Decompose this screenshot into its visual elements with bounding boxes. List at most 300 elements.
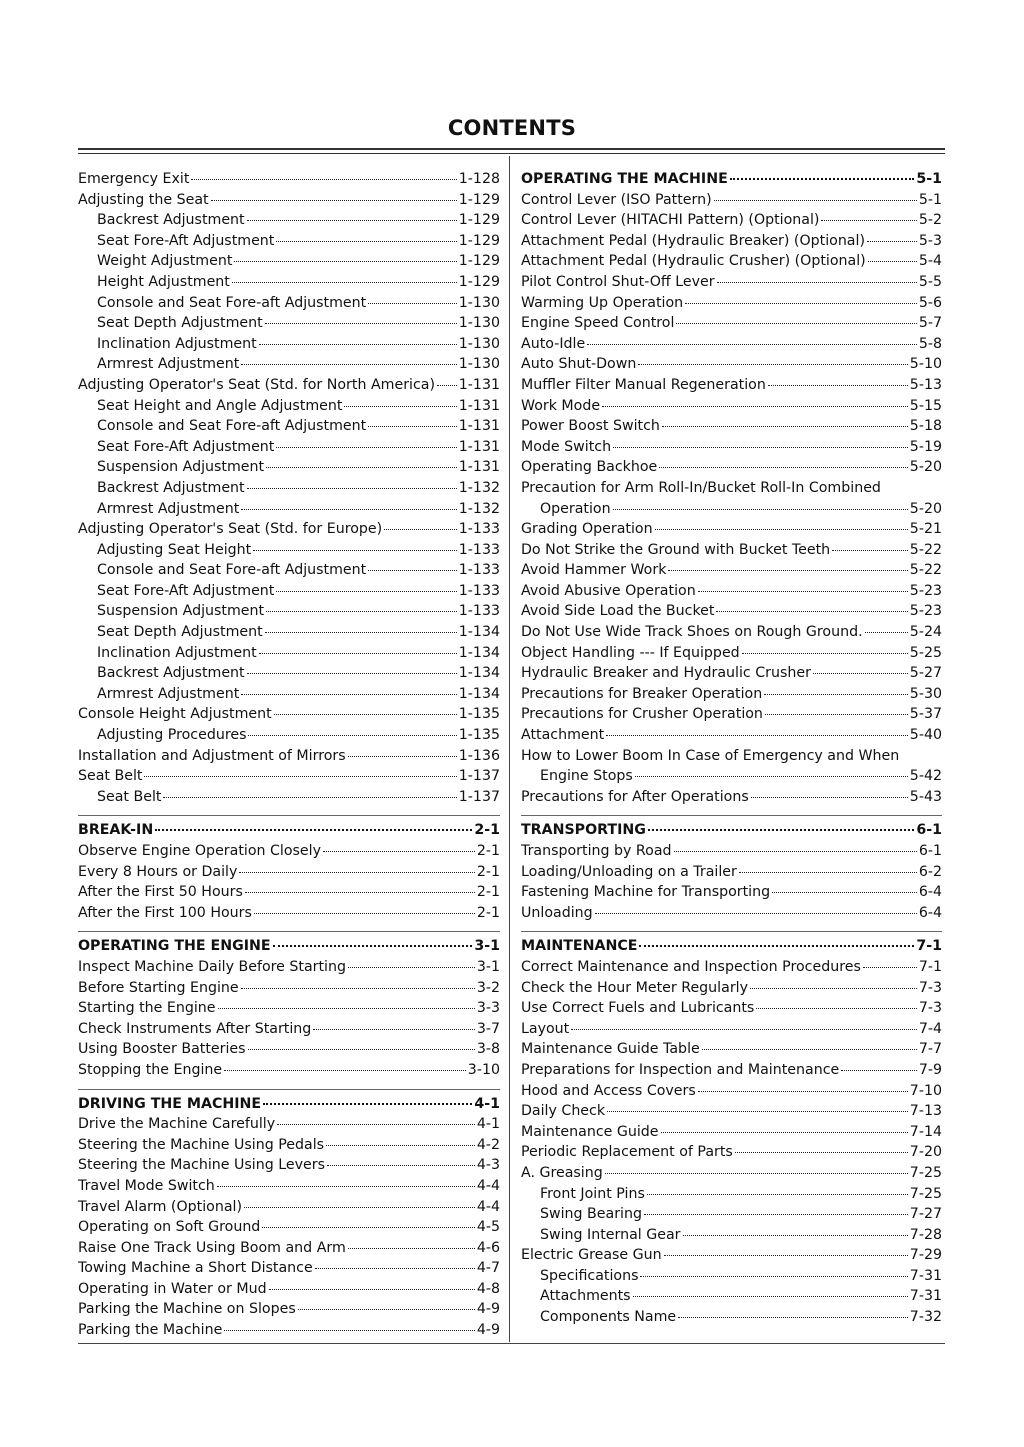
toc-page-number: 2-1 [476, 863, 500, 880]
toc-entry[interactable] [78, 190, 500, 211]
dot-leader [218, 1008, 475, 1009]
toc-entry-title: Daily Check [521, 1103, 606, 1120]
toc-subentry[interactable] [78, 210, 500, 231]
toc-page-number: 1-135 [458, 706, 500, 723]
toc-entry[interactable] [521, 998, 942, 1019]
dot-leader [266, 467, 457, 468]
dot-leader [821, 220, 916, 221]
toc-entry-title: Every 8 Hours or Daily [78, 863, 238, 880]
toc-subentry[interactable] [521, 1266, 942, 1287]
toc-entry[interactable] [521, 1019, 942, 1040]
toc-entry[interactable] [78, 1060, 500, 1081]
toc-entry[interactable] [521, 293, 942, 314]
toc-page-number: 4-3 [476, 1157, 500, 1174]
toc-entry-title: Backrest Adjustment [97, 479, 245, 496]
toc-entry[interactable] [521, 978, 942, 999]
toc-entry[interactable] [78, 1238, 500, 1259]
toc-page-number: 5-10 [909, 356, 942, 373]
dot-leader [613, 447, 908, 448]
toc-subentry[interactable] [521, 1184, 942, 1205]
toc-subentry[interactable] [78, 663, 500, 684]
toc-page-number: 7-10 [909, 1082, 942, 1099]
toc-entry[interactable] [521, 396, 942, 417]
toc-page-number: 1-131 [458, 376, 500, 393]
toc-entry-title: Maintenance Guide [521, 1123, 659, 1140]
toc-page-number: 1-129 [458, 191, 500, 208]
dot-leader [698, 1091, 908, 1092]
toc-entry-line: Precaution for Arm Roll-In/Bucket Roll-In Combined [521, 479, 881, 496]
dot-leader [259, 653, 457, 654]
dot-leader [276, 241, 456, 242]
toc-subentry[interactable] [78, 478, 500, 499]
toc-entry[interactable] [78, 978, 500, 999]
dot-leader [384, 529, 457, 530]
toc-subentry[interactable] [78, 601, 500, 622]
toc-page-number: 5-20 [909, 500, 942, 517]
toc-entry[interactable] [78, 1320, 500, 1341]
toc-page-number: 1-129 [458, 232, 500, 249]
toc-entry[interactable] [521, 1245, 942, 1266]
toc-page-number: 5-37 [909, 706, 942, 723]
toc-page-number: 5-6 [918, 294, 942, 311]
toc-entry-title: Do Not Use Wide Track Shoes on Rough Ground. [521, 624, 863, 641]
toc-entry-title: Grading Operation [521, 521, 653, 538]
toc-subentry[interactable] [521, 766, 942, 787]
toc-entry[interactable] [78, 1258, 500, 1279]
bottom-rule [78, 1343, 945, 1344]
toc-entry[interactable] [521, 725, 942, 746]
toc-entry-title: Front Joint Pins [540, 1185, 645, 1202]
toc-page-number: 3-8 [476, 1041, 500, 1058]
section-divider [78, 1089, 500, 1090]
toc-entry[interactable] [521, 684, 942, 705]
toc-entry[interactable] [78, 1155, 500, 1176]
toc-page-number: 7-1 [918, 958, 942, 975]
toc-page-number: 7-4 [918, 1020, 942, 1037]
dot-leader [191, 179, 456, 180]
toc-subentry[interactable] [78, 581, 500, 602]
toc-entry-title: Power Boost Switch [521, 418, 660, 435]
toc-entry[interactable] [78, 375, 500, 396]
dot-leader [702, 1049, 917, 1050]
dot-leader [764, 694, 908, 695]
toc-entry[interactable] [78, 1114, 500, 1135]
toc-subentry[interactable] [78, 457, 500, 478]
toc-subentry[interactable] [78, 437, 500, 458]
toc-entry[interactable] [521, 622, 942, 643]
toc-entry[interactable] [521, 272, 942, 293]
toc-entry[interactable] [78, 862, 500, 883]
toc-page-number: 1-130 [458, 356, 500, 373]
toc-page-number: 1-131 [458, 459, 500, 476]
toc-entry[interactable] [521, 787, 942, 808]
toc-entry[interactable] [78, 882, 500, 903]
toc-entry[interactable] [521, 313, 942, 334]
dot-leader [613, 509, 908, 510]
dot-leader [348, 967, 475, 968]
dot-leader [639, 945, 914, 947]
toc-entry-title: Mode Switch [521, 438, 612, 455]
toc-entry-title: Starting the Engine [78, 1000, 216, 1017]
toc-entry[interactable] [78, 841, 500, 862]
toc-entry-title: Hood and Access Covers [521, 1082, 696, 1099]
dot-leader [716, 611, 907, 612]
toc-page-number: 4-9 [476, 1322, 500, 1339]
toc-entry-title: Adjusting Seat Height [97, 541, 252, 558]
toc-section-heading[interactable] [78, 936, 500, 957]
toc-subentry[interactable] [521, 1204, 942, 1225]
toc-entry-title: Console and Seat Fore-aft Adjustment [97, 294, 367, 311]
toc-page-number: 6-1 [916, 822, 942, 839]
dot-leader [248, 735, 456, 736]
toc-entry[interactable] [521, 1060, 942, 1081]
dot-leader [661, 1132, 908, 1133]
toc-entry[interactable] [78, 957, 500, 978]
toc-entry[interactable] [78, 1039, 500, 1060]
dot-leader [683, 1235, 908, 1236]
toc-page-number: 5-43 [909, 788, 942, 805]
dot-leader [239, 872, 474, 873]
toc-entry-title: Operating in Water or Mud [78, 1280, 267, 1297]
dot-leader [217, 1186, 475, 1187]
toc-section-heading[interactable] [78, 820, 500, 841]
dot-leader [664, 1255, 908, 1256]
toc-page-number: 5-23 [909, 603, 942, 620]
toc-entry[interactable] [521, 437, 942, 458]
toc-subentry[interactable] [521, 1286, 942, 1307]
toc-page-number: 5-21 [909, 521, 942, 538]
toc-page-number: 4-7 [476, 1260, 500, 1277]
toc-page-number: 2-1 [476, 884, 500, 901]
toc-page-number: 4-6 [476, 1239, 500, 1256]
toc-entry[interactable] [521, 601, 942, 622]
toc-entry[interactable] [78, 1299, 500, 1320]
toc-subentry[interactable] [78, 725, 500, 746]
dot-leader [241, 364, 456, 365]
toc-entry-title: Armrest Adjustment [97, 685, 240, 702]
toc-section-heading[interactable] [521, 820, 942, 841]
toc-entry[interactable] [521, 957, 942, 978]
toc-entry[interactable] [78, 1135, 500, 1156]
toc-entry-title: A. Greasing [521, 1164, 603, 1181]
toc-page-number: 4-9 [476, 1301, 500, 1318]
toc-page-number: 7-1 [916, 938, 942, 955]
toc-page-number: 1-129 [458, 273, 500, 290]
toc-page-number: 7-25 [909, 1164, 942, 1181]
dot-leader [832, 550, 908, 551]
toc-subentry[interactable] [78, 293, 500, 314]
toc-entry[interactable] [521, 1101, 942, 1122]
toc-subentry[interactable] [78, 272, 500, 293]
toc-entry-title: Height Adjustment [97, 273, 230, 290]
toc-page-number: 7-27 [909, 1206, 942, 1223]
dot-leader [269, 1289, 475, 1290]
toc-entry-title: Correct Maintenance and Inspection Procedures [521, 958, 861, 975]
toc-entry[interactable] [78, 519, 500, 540]
toc-entry[interactable] [78, 704, 500, 725]
toc-subentry[interactable] [78, 787, 500, 808]
toc-entry-title: Inclination Adjustment [97, 644, 257, 661]
dot-leader [241, 509, 456, 510]
toc-entry-title: Precautions for Breaker Operation [521, 685, 763, 702]
toc-page-number: 3-10 [467, 1061, 500, 1078]
dot-leader [602, 406, 908, 407]
dot-leader [265, 323, 457, 324]
toc-page-number: 5-2 [918, 212, 942, 229]
toc-entry[interactable] [78, 1279, 500, 1300]
dot-leader [714, 200, 917, 201]
dot-leader [717, 282, 917, 283]
toc-entry-title: Installation and Adjustment of Mirrors [78, 747, 346, 764]
toc-entry-title: Console and Seat Fore-aft Adjustment [97, 418, 367, 435]
toc-entry-title: Armrest Adjustment [97, 356, 240, 373]
toc-subentry[interactable] [521, 499, 942, 520]
dot-leader [739, 872, 917, 873]
toc-entry[interactable] [521, 560, 942, 581]
toc-entry[interactable] [78, 1019, 500, 1040]
dot-leader [659, 467, 908, 468]
toc-entry[interactable] [521, 862, 942, 883]
toc-subentry[interactable] [78, 499, 500, 520]
toc-entry-title: Control Lever (ISO Pattern) [521, 191, 712, 208]
toc-page-number: 7-14 [909, 1123, 942, 1140]
toc-subentry[interactable] [78, 396, 500, 417]
toc-page-number: 5-20 [909, 459, 942, 476]
toc-page-number: 1-131 [458, 418, 500, 435]
toc-entry[interactable] [521, 663, 942, 684]
toc-page-number: 7-25 [909, 1185, 942, 1202]
toc-subentry[interactable] [78, 313, 500, 334]
dot-leader [678, 1317, 908, 1318]
dot-leader [263, 1103, 472, 1105]
toc-entry-title: Layout [521, 1020, 570, 1037]
toc-page-number: 5-4 [918, 253, 942, 270]
toc-subentry[interactable] [78, 622, 500, 643]
title-rule-thin [78, 153, 945, 154]
dot-leader [640, 1276, 907, 1277]
section-divider [521, 815, 942, 816]
toc-entry[interactable] [521, 704, 942, 725]
toc-entry[interactable] [521, 1163, 942, 1184]
page-title: CONTENTS [447, 116, 577, 140]
toc-entry[interactable] [78, 1217, 500, 1238]
dot-leader [571, 1029, 917, 1030]
toc-entry[interactable] [521, 540, 942, 561]
dot-leader [674, 851, 917, 852]
toc-entry-title: Components Name [540, 1309, 677, 1326]
dot-leader [605, 1173, 908, 1174]
toc-entry-title: Maintenance Guide Table [521, 1041, 700, 1058]
toc-entry-title: Operating Backhoe [521, 459, 658, 476]
toc-entry[interactable] [521, 251, 942, 272]
toc-entry-title: Stopping the Engine [78, 1061, 223, 1078]
toc-entry[interactable] [521, 1142, 942, 1163]
dot-leader [247, 220, 457, 221]
dot-leader [863, 967, 917, 968]
toc-entry[interactable] [521, 231, 942, 252]
dot-leader [247, 488, 457, 489]
toc-page-number: 3-2 [476, 979, 500, 996]
toc-entry[interactable] [521, 354, 942, 375]
toc-subentry[interactable] [78, 334, 500, 355]
toc-subentry[interactable] [78, 540, 500, 561]
toc-page-number: 5-1 [918, 191, 942, 208]
toc-entry[interactable] [521, 190, 942, 211]
dot-leader [254, 913, 475, 914]
toc-entry[interactable] [521, 1081, 942, 1102]
toc-entry-title: Check the Hour Meter Regularly [521, 979, 748, 996]
dot-leader [750, 988, 917, 989]
toc-page-number: 1-128 [458, 171, 500, 187]
toc-page-number: 2-1 [476, 904, 500, 921]
dot-leader [685, 303, 917, 304]
toc-entry-title: DRIVING THE MACHINE [78, 1095, 262, 1112]
dot-leader [765, 714, 908, 715]
toc-entry-title: Seat Depth Adjustment [97, 315, 263, 332]
dot-leader [266, 611, 457, 612]
dot-leader [259, 344, 457, 345]
toc-entry-title: Before Starting Engine [78, 979, 239, 996]
toc-entry[interactable] [521, 903, 942, 924]
toc-entry-title: Periodic Replacement of Parts [521, 1144, 733, 1161]
toc-page-number: 5-42 [909, 768, 942, 785]
toc-page-number: 3-1 [476, 958, 500, 975]
toc-entry-title: Travel Alarm (Optional) [78, 1198, 242, 1215]
toc-page-number: 7-31 [909, 1288, 942, 1305]
toc-page-number: 1-135 [458, 727, 500, 744]
toc-entry[interactable] [521, 519, 942, 540]
toc-entry[interactable] [521, 581, 942, 602]
dot-leader [655, 529, 908, 530]
toc-entry[interactable] [78, 169, 500, 190]
toc-page-number: 3-7 [476, 1020, 500, 1037]
dot-leader [274, 714, 457, 715]
dot-leader [648, 829, 914, 831]
toc-entry-title: Attachment [521, 727, 605, 744]
dot-leader [368, 303, 457, 304]
dot-leader [344, 406, 456, 407]
dot-leader [867, 241, 917, 242]
toc-page-number: 4-8 [476, 1280, 500, 1297]
toc-page-number: 2-1 [476, 843, 500, 859]
toc-page-number: 1-133 [458, 541, 500, 558]
toc-page-number: 4-5 [476, 1219, 500, 1236]
toc-entry-title: OPERATING THE MACHINE [521, 171, 728, 187]
toc-page-number: 6-2 [918, 863, 942, 880]
toc-entry[interactable] [521, 1122, 942, 1143]
toc-entry[interactable] [521, 841, 942, 862]
toc-entry-title: Towing Machine a Short Distance [78, 1260, 313, 1277]
section-divider [78, 931, 500, 932]
toc-page-number: 5-23 [909, 582, 942, 599]
dot-leader [813, 673, 908, 674]
toc-subentry[interactable] [78, 231, 500, 252]
toc-entry[interactable] [78, 1176, 500, 1197]
toc-entry-title: Do Not Strike the Ground with Bucket Teeth [521, 541, 831, 558]
toc-page-number: 1-133 [458, 582, 500, 599]
toc-entry[interactable] [521, 882, 942, 903]
toc-entry-title: Auto Shut-Down [521, 356, 637, 373]
toc-entry-title: TRANSPORTING [521, 822, 646, 839]
toc-section-heading[interactable] [521, 936, 942, 957]
toc-entry[interactable] [78, 903, 500, 924]
toc-page-number: 1-136 [458, 747, 500, 764]
toc-subentry[interactable] [78, 643, 500, 664]
toc-subentry[interactable] [521, 1307, 942, 1328]
toc-page-number: 3-3 [476, 1000, 500, 1017]
toc-subentry[interactable] [521, 1225, 942, 1246]
toc-subentry[interactable] [78, 354, 500, 375]
toc-page-number: 5-7 [918, 315, 942, 332]
toc-entry[interactable] [521, 643, 942, 664]
toc-entry[interactable] [521, 416, 942, 437]
toc-entry-title: Object Handling --- If Equipped [521, 644, 740, 661]
toc-entry[interactable] [78, 746, 500, 767]
dot-leader [224, 1070, 466, 1071]
dot-leader [768, 385, 908, 386]
dot-leader [607, 1111, 908, 1112]
toc-entry-title: Suspension Adjustment [97, 459, 265, 476]
toc-entry[interactable] [521, 457, 942, 478]
toc-entry[interactable] [78, 1197, 500, 1218]
toc-entry-title: Work Mode [521, 397, 601, 414]
toc-entry-title: Steering the Machine Using Levers [78, 1157, 325, 1174]
toc-entry[interactable] [521, 1039, 942, 1060]
dot-leader [348, 1248, 475, 1249]
toc-page-number: 7-9 [918, 1061, 942, 1078]
toc-subentry[interactable] [78, 560, 500, 581]
dot-leader [211, 200, 457, 201]
toc-entry-title: Avoid Abusive Operation [521, 582, 696, 599]
toc-entry[interactable] [521, 334, 942, 355]
toc-entry[interactable] [521, 210, 942, 231]
toc-entry-title: Pilot Control Shut-Off Lever [521, 273, 715, 290]
toc-page-number: 5-5 [918, 273, 942, 290]
dot-leader [841, 1070, 917, 1071]
toc-subentry[interactable] [78, 251, 500, 272]
toc-entry-title: Attachment Pedal (Hydraulic Breaker) (Optional) [521, 232, 865, 249]
toc-page-number: 1-131 [458, 438, 500, 455]
dot-leader [313, 1029, 475, 1030]
toc-page-number: 1-134 [458, 665, 500, 682]
toc-entry[interactable] [521, 375, 942, 396]
toc-page-number: 7-3 [918, 979, 942, 996]
dot-leader [241, 988, 475, 989]
column-divider [509, 156, 510, 1342]
toc-page-number: 1-133 [458, 603, 500, 620]
dot-leader [730, 178, 915, 180]
toc-page-number: 1-134 [458, 644, 500, 661]
toc-section-heading[interactable] [78, 1094, 500, 1115]
toc-entry-title: Unloading [521, 904, 593, 921]
toc-subentry[interactable] [78, 416, 500, 437]
toc-entry-title: Muffler Filter Manual Regeneration [521, 376, 766, 393]
toc-entry[interactable] [78, 998, 500, 1019]
toc-page-number: 1-131 [458, 397, 500, 414]
toc-page-number: 2-1 [474, 822, 500, 839]
toc-section-heading[interactable] [521, 169, 942, 190]
toc-entry-title: Seat Depth Adjustment [97, 624, 263, 641]
dot-leader [232, 282, 457, 283]
dot-leader [163, 797, 456, 798]
toc-page-number: 6-1 [918, 843, 942, 859]
toc-entry-title: Adjusting Procedures [97, 727, 247, 744]
toc-entry-title: Steering the Machine Using Pedals [78, 1136, 325, 1153]
toc-entry[interactable] [78, 766, 500, 787]
toc-entry-title: Seat Fore-Aft Adjustment [97, 438, 275, 455]
dot-leader [348, 756, 457, 757]
toc-subentry[interactable] [78, 684, 500, 705]
